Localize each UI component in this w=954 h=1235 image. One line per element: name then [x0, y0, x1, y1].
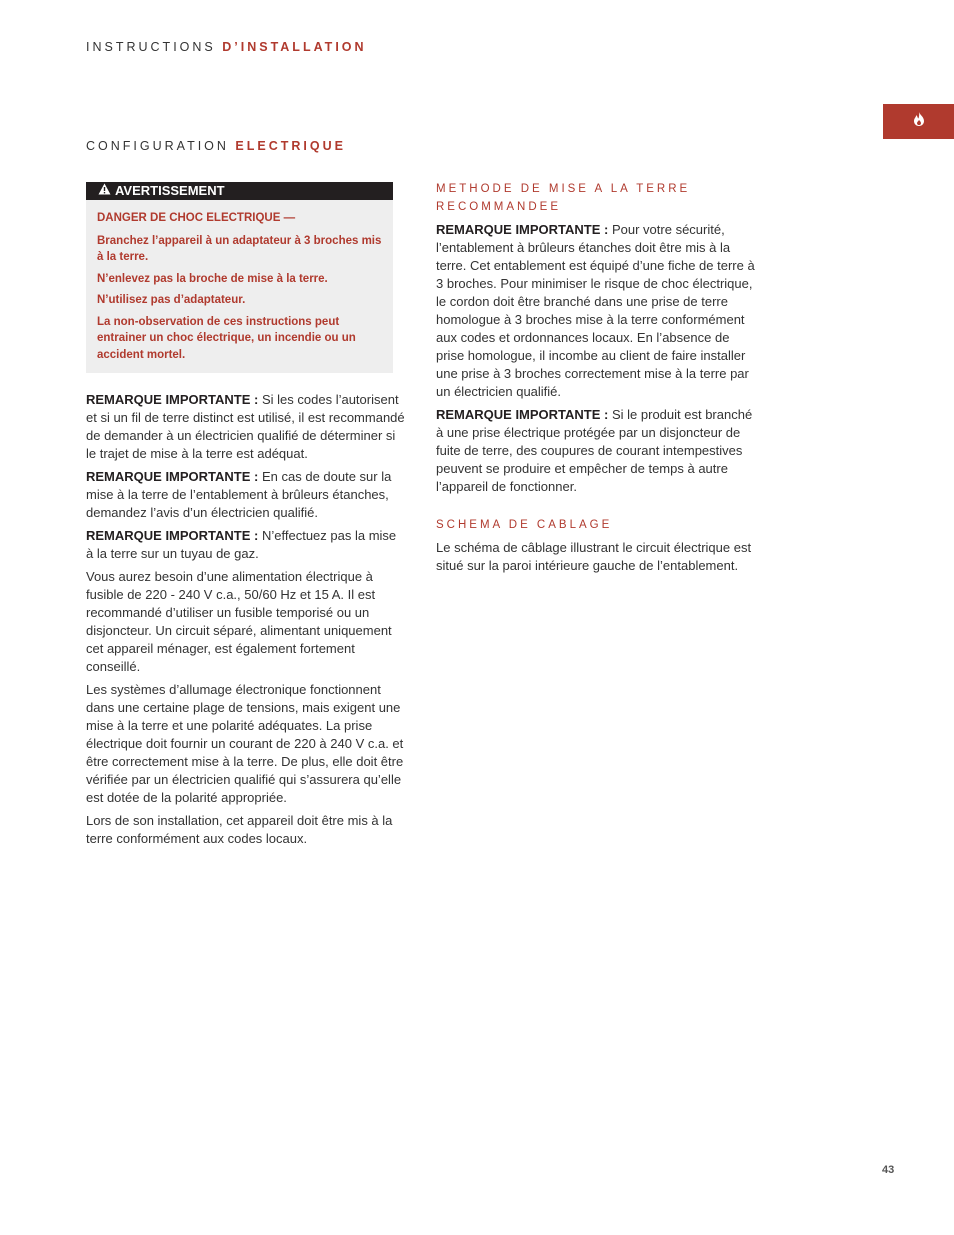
important-note-label: REMARQUE IMPORTANTE :: [436, 222, 609, 237]
paragraph: Le schéma de câblage illustrant le circuit électrique est situé sur la paroi intérieure gauche de l’entablement.: [436, 540, 752, 573]
paragraph-text: Pour votre sécurité, l’entablement à brûleurs étanches doit être mis à la terre. Cet entablement est équipé d’une fiche de terre à 3 broches. Pour minimiser le risque de choc électrique, le cordon doit être branché dans une prise de terre homologue à 3 broches mise à la terre conformément aux codes et ordonnances locaux. En l’absence de prise homologue, il incombe au client de faire installer une prise à 3 broches correctement mise à la terre par un électricien qualifié.: [436, 222, 755, 399]
paragraph: Lors de son installation, cet appareil doit être mis à la terre conformément aux codes locaux.: [86, 813, 393, 846]
warning-header-label: AVERTISSEMENT: [115, 183, 225, 198]
header-prefix: INSTRUCTIONS: [86, 40, 216, 54]
warning-body: [86, 200, 393, 373]
section-title: [86, 139, 346, 153]
warning-header: [86, 182, 393, 200]
warning-item: La non-observation de ces instructions peut entrainer un choc électrique, un incendie ou un accident mortel.: [97, 315, 356, 361]
left-column: [86, 182, 406, 853]
important-note-label: REMARQUE IMPORTANTE :: [86, 469, 259, 484]
paragraph-text: N’effectuez pas la mise à la terre sur un tuyau de gaz.: [86, 528, 397, 561]
warning-triangle-icon: [98, 182, 111, 200]
page-number: 43: [882, 1164, 895, 1176]
section-tab: [883, 104, 954, 139]
flame-icon: [913, 112, 925, 131]
paragraph: [86, 527, 406, 563]
warning-item: Branchez l’appareil à un adaptateur à 3 broches mis à la terre.: [97, 234, 382, 263]
warning-item: N’enlevez pas la broche de mise à la terre.: [97, 272, 328, 285]
important-note-label: REMARQUE IMPORTANTE :: [436, 407, 609, 422]
right-column: [436, 180, 756, 580]
important-note-label: REMARQUE IMPORTANTE :: [86, 392, 259, 407]
paragraph: [86, 391, 406, 463]
paragraph: Vous aurez besoin d’une alimentation électrique à fusible de 220 - 240 V c.a., 50/60 Hz et 15 A. Il est recommandé d’utiliser un fusible temporisé ou un disjoncteur. Un circuit séparé, alimentant uniquement cet appareil ménager, est également fortement conseillé.: [86, 569, 392, 674]
header-accent: D’INSTALLATION: [222, 40, 367, 54]
paragraph-text: En cas de doute sur la mise à la terre de l’entablement à brûleurs étanches, demandez l’avis d’un électricien qualifié.: [86, 469, 392, 520]
paragraph: [86, 468, 406, 522]
warning-box: [86, 182, 393, 373]
paragraph-text: Si les codes l’autorisent et si un fil de terre distinct est utilisé, il est recommandé de demander à un électricien qualifié de déterminer si le trajet de mise à la terre est adéquat.: [86, 392, 405, 461]
subheading: SCHEMA DE CABLAGE: [436, 519, 613, 531]
running-header: [86, 40, 367, 54]
section-title-accent: ELECTRIQUE: [235, 139, 346, 153]
section-title-prefix: CONFIGURATION: [86, 139, 229, 153]
paragraph: [436, 406, 756, 496]
warning-item: N’utilisez pas d’adaptateur.: [97, 294, 246, 306]
paragraph: Les systèmes d’allumage électronique fonctionnent dans une certaine plage de tensions, mais exigent une mise à la terre et une polarité adéquates. La prise électrique doit fournir un courant de 220 à 240 V c.a. et être correctement mise à la terre. De plus, elle doit être vérifiée par un électricien qualifié qui s’assurera qu’elle est dotée de la polarité appropriée.: [86, 682, 404, 805]
warning-title: DANGER DE CHOC ELECTRIQUE —: [97, 212, 296, 224]
paragraph-text: Si le produit est branché à une prise électrique protégée par un disjoncteur de fuite de terre, des coupures de courant intempestives peuvent se produire et empêcher de temps à autre l’appareil de fonctionner.: [436, 407, 753, 494]
subheading: METHODE DE MISE A LA TERRE RECOMMANDEE: [436, 183, 691, 213]
important-note-label: REMARQUE IMPORTANTE :: [86, 528, 259, 543]
paragraph: [436, 221, 756, 401]
